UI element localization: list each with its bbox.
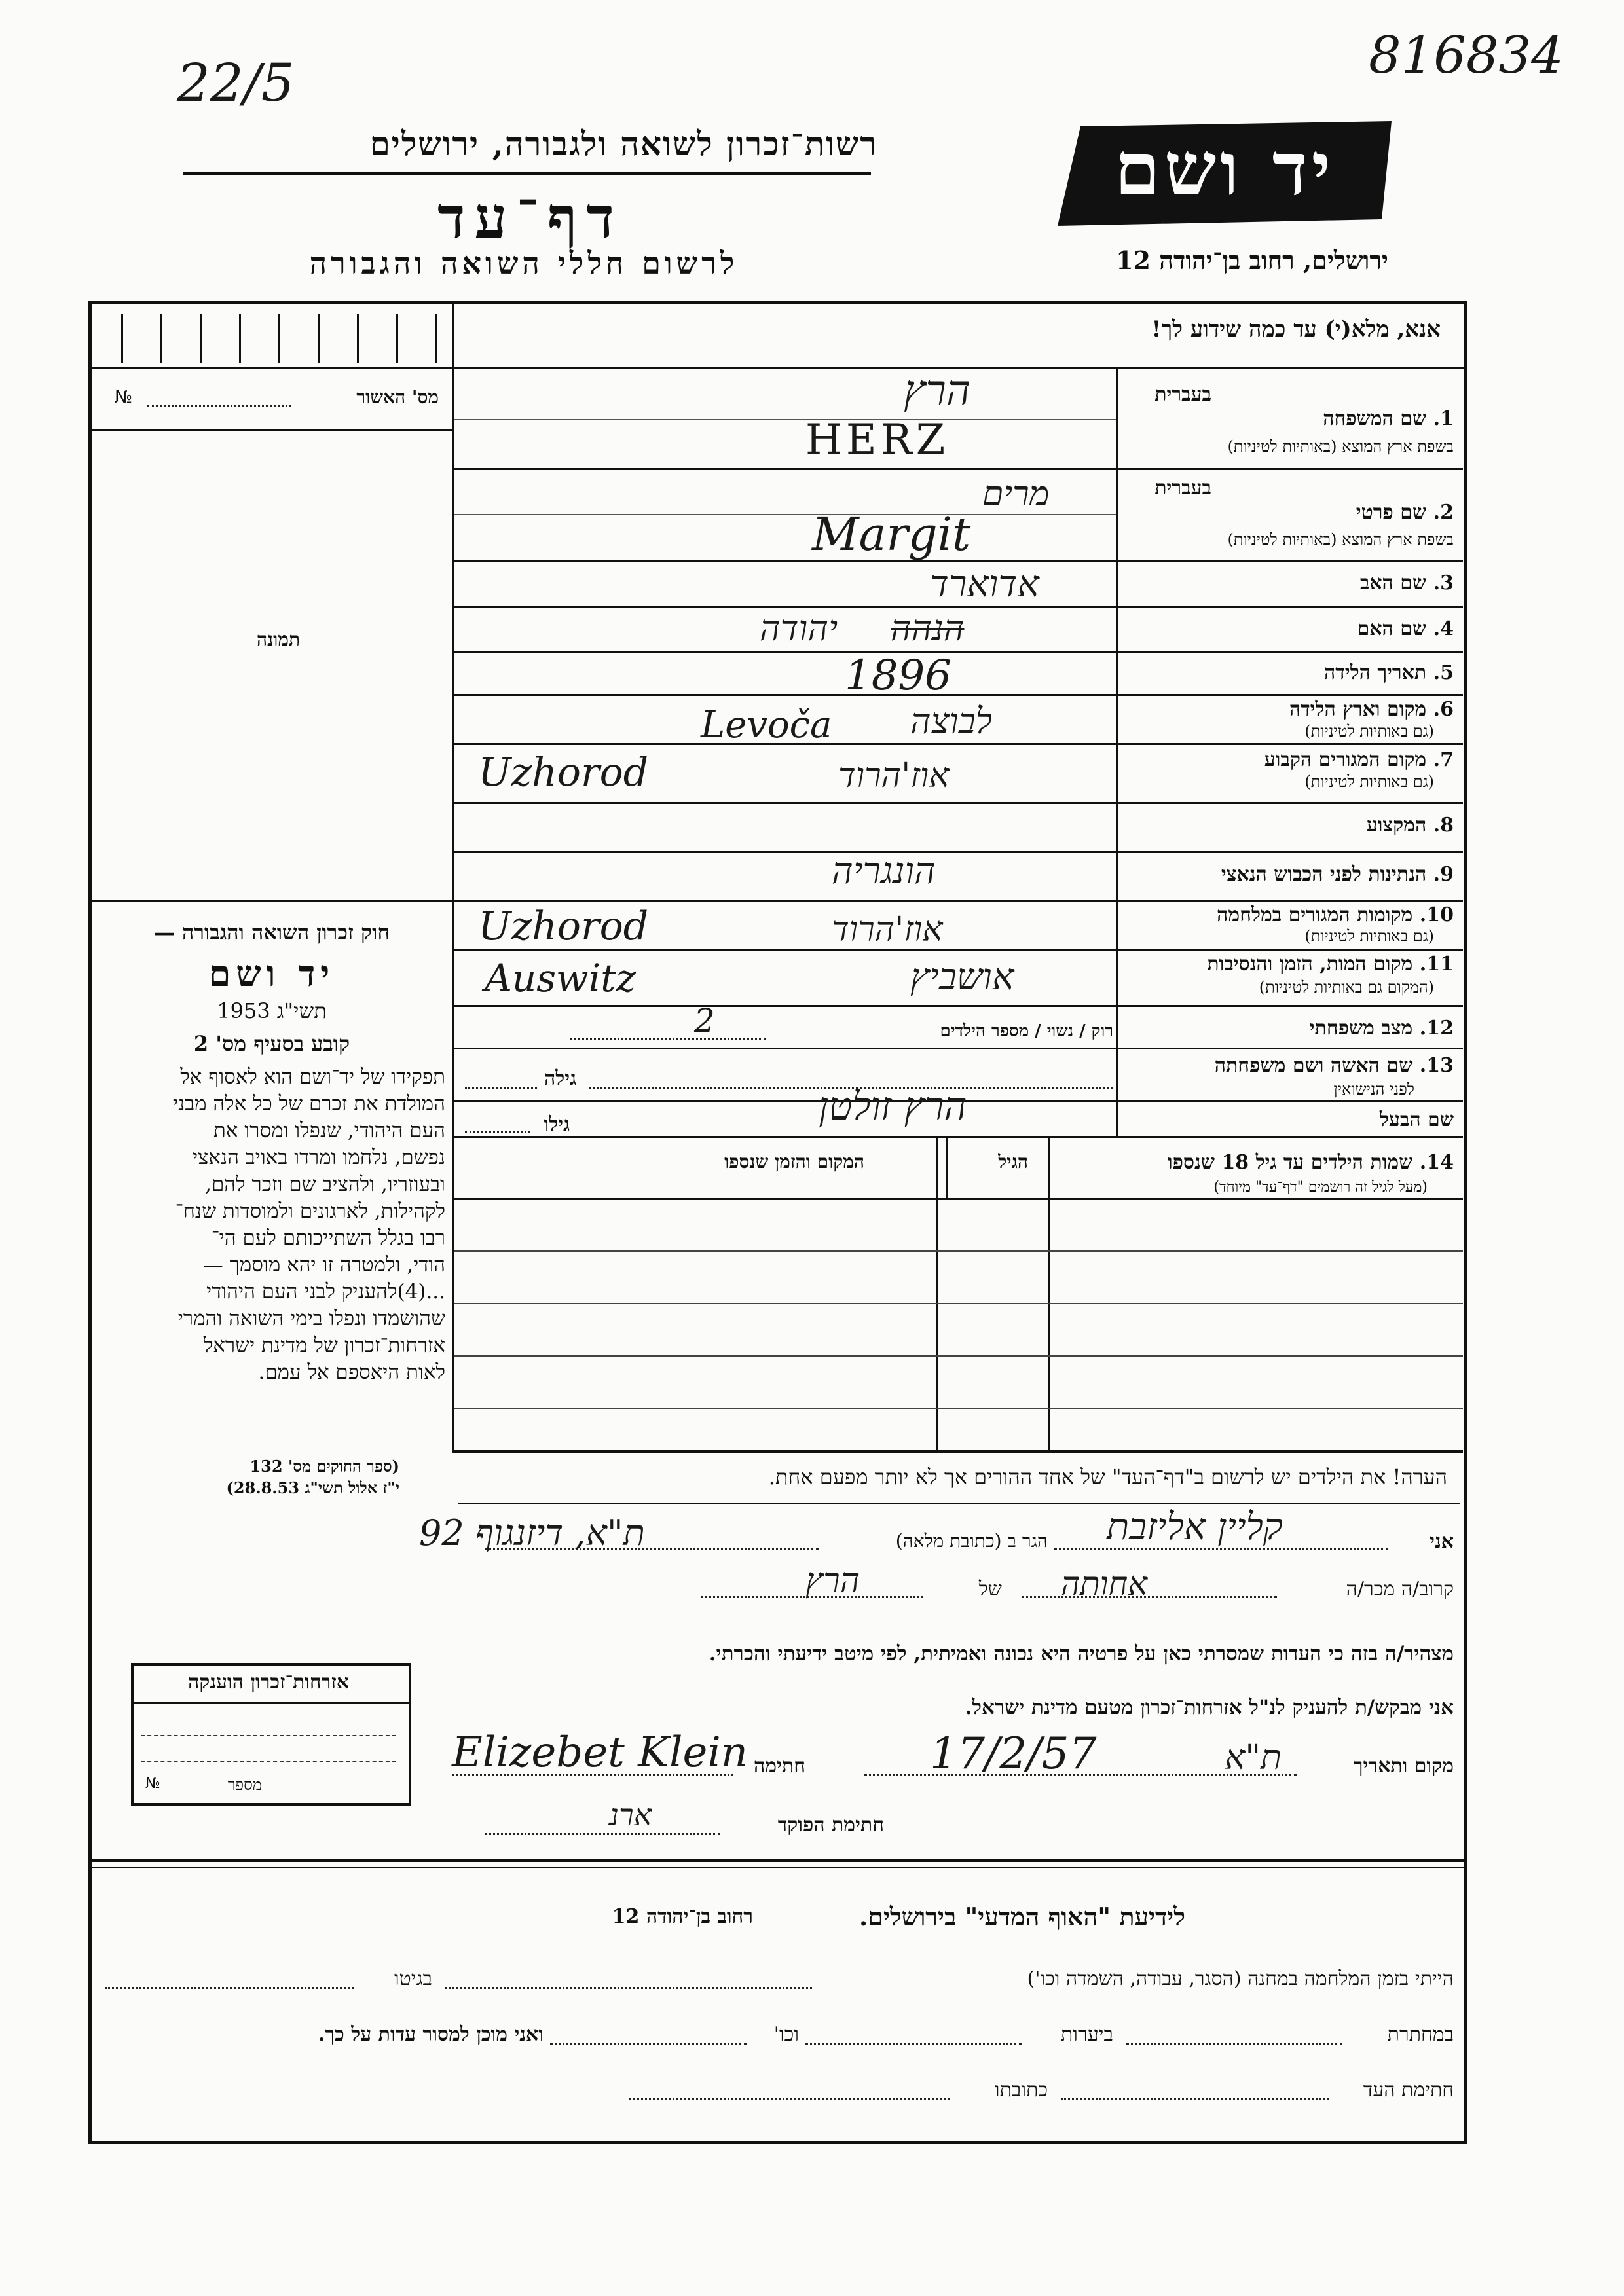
field-11-num: 11. xyxy=(1419,953,1454,975)
witness-address-bottom-field[interactable] xyxy=(629,2098,950,2100)
bottom-ready: ואני מוכן למסור עדות על כך. xyxy=(318,2023,544,2046)
wife-age-label: גילה xyxy=(544,1067,576,1090)
children-age-col: הגיל xyxy=(998,1151,1028,1173)
bottom-separator xyxy=(92,1859,1464,1862)
relation-value[interactable]: אחותה xyxy=(1061,1565,1148,1603)
law-clause: קובע בסעיף מס' 2 xyxy=(193,1031,350,1056)
field-2-value-lat[interactable]: Margit xyxy=(812,507,971,561)
husband-row-line xyxy=(454,1136,1463,1138)
law-line: תפקידו של יד־ושם הוא לאסוף אל xyxy=(180,1065,445,1089)
bottom-etc: וכו' xyxy=(773,2023,799,2046)
citizenship-title-line xyxy=(131,1702,409,1704)
witness-residing-label: הגר ב (כתובת מלאה) xyxy=(895,1530,1048,1552)
children-head-line xyxy=(454,1198,1463,1200)
law-line: העם היהודי, שנפלו ומסרו את xyxy=(213,1119,445,1142)
wife-age-field[interactable] xyxy=(465,1087,537,1089)
witness-i-label: אני xyxy=(1430,1530,1454,1553)
field-1-sub: בשפת ארץ המוצא (באותיות לטיניות) xyxy=(1227,437,1454,456)
citizenship-number-label: מספר xyxy=(227,1776,262,1794)
marital-options: רוק / נשוי / מספר הילדים xyxy=(940,1021,1113,1041)
husband-label: שם הבעל xyxy=(1379,1108,1454,1131)
law-line: לקהילות, לארגונים ולמוסדות שנח־ xyxy=(175,1199,445,1223)
field-4-num: 4. xyxy=(1433,617,1454,640)
field-1-label xyxy=(1179,407,1454,430)
children-heading xyxy=(1061,1151,1454,1174)
field-11-label-text: מקום המות, הזמן והנסיבות xyxy=(1207,953,1413,975)
approval-row-line xyxy=(92,429,452,431)
signature-label: חתימה xyxy=(754,1755,805,1777)
field-1-label-text: שם המשפחה xyxy=(1323,407,1427,430)
law-ref-1: (ספר החוקים מס' 132 xyxy=(249,1457,399,1476)
of-label: של xyxy=(978,1578,1002,1601)
law-line: ...(4)להעניק לבני העם היהודי xyxy=(206,1280,445,1303)
field-11-value-lat[interactable]: Auswitz xyxy=(485,956,637,1000)
form-instruction: אנא, מלא(י) עד כמה שידוע לך! xyxy=(1151,316,1441,342)
field-2-sub: בשפת ארץ המוצא (באותיות לטיניות) xyxy=(1227,530,1454,549)
field-7-label xyxy=(1126,748,1454,771)
relation-field[interactable] xyxy=(1022,1596,1277,1598)
ghetto-field[interactable] xyxy=(105,1987,354,1989)
authority-underline xyxy=(183,172,871,175)
field-10-num: 10. xyxy=(1419,903,1454,926)
field-13-num: 13. xyxy=(1419,1054,1454,1077)
field-11-sub: (המקום גם באותיות לטיניות) xyxy=(1259,978,1434,996)
field-4-value-struck: הנהה xyxy=(891,608,965,649)
officer-label: חתימת הפוקד xyxy=(777,1813,884,1836)
field-6-label-text: מקום וארץ הלידה xyxy=(1289,698,1427,721)
field-10-label-text: מקומות המגורים במלחמה xyxy=(1217,903,1413,926)
field-10-value-lat[interactable]: Uzhorod xyxy=(478,903,649,949)
bottom-address-label: כתובתו xyxy=(994,2079,1048,2102)
authority-title: רשות־זכרון לשואה ולגבורה, ירושלים xyxy=(369,124,877,163)
children-col-1 xyxy=(1048,1138,1050,1452)
field-6-value-heb[interactable]: לבוצה xyxy=(910,701,993,742)
husband-value[interactable]: הרץ זולטן xyxy=(819,1084,967,1129)
field-11-label xyxy=(1126,953,1454,975)
law-year: תשי"ג 1953 xyxy=(217,998,327,1023)
officer-field[interactable] xyxy=(485,1833,720,1835)
field-10-value-heb[interactable]: אוז'הרוד xyxy=(832,910,943,949)
field-13-sub: לפני הנישואין xyxy=(1333,1080,1414,1099)
bottom-forests: ביערות xyxy=(1060,2023,1113,2046)
field-7-label-text: מקום המגורים הקבוע xyxy=(1264,748,1427,771)
law-ref-2: י"ז אלול תשי"ג 28.8.53) xyxy=(226,1478,399,1497)
photo-box-bottom xyxy=(92,900,452,902)
field-12-label-text: מצב משפחתי xyxy=(1309,1017,1413,1040)
law-line: אזרחות־זכרון של מדינת ישראל xyxy=(203,1334,445,1357)
camp-field[interactable] xyxy=(445,1987,812,1989)
forests-field[interactable] xyxy=(805,2043,1022,2045)
field-5-value[interactable]: 1896 xyxy=(845,651,951,700)
field-1-num: 1. xyxy=(1433,407,1454,430)
field-6-value-lat[interactable]: Levoča xyxy=(701,704,832,746)
field-3-num: 3. xyxy=(1433,572,1454,594)
yad-vashem-logo xyxy=(1054,121,1395,226)
field-4-label-text: שם האם xyxy=(1357,617,1427,640)
field-1-value-heb[interactable]: הרץ xyxy=(904,367,971,415)
field-7-value-lat[interactable]: Uzhorod xyxy=(478,750,649,795)
field-1-heb-tag: בעברית xyxy=(1154,383,1211,406)
header-address: ירושלים, רחוב בן־יהודה 12 xyxy=(1116,246,1388,275)
instruction-row-line xyxy=(88,367,1464,369)
field-2-value-heb[interactable]: מרים xyxy=(982,475,1050,514)
place-date-label: מקום ותאריך xyxy=(1353,1755,1454,1777)
bottom-camp-line: הייתי בזמן המלחמה במחנה (הסגר, עבודה, השמדה וכו') xyxy=(1027,1967,1454,1990)
field-3-label xyxy=(1126,572,1454,594)
law-line: המולדת את זכרם של כל אלה מבני xyxy=(172,1092,445,1116)
children-bottom-line xyxy=(454,1450,1463,1453)
field-1-subline xyxy=(454,419,1116,420)
field-8-num: 8. xyxy=(1433,814,1454,837)
children-count-value[interactable]: 2 xyxy=(694,1002,715,1040)
law-line: ובעוזריו, ולהציב שם וזכר להם, xyxy=(205,1173,445,1196)
field-2-label xyxy=(1179,501,1454,524)
officer-signature[interactable]: ארנ xyxy=(609,1797,652,1832)
field-9-value[interactable]: הונגריה xyxy=(832,850,936,892)
field-7-sub: (גם באותיות לטיניות) xyxy=(1304,773,1434,791)
witness-name-field[interactable] xyxy=(1054,1548,1388,1550)
underground-field[interactable] xyxy=(1126,2043,1342,2045)
field-12-num: 12. xyxy=(1419,1017,1454,1040)
citizenship-line-2 xyxy=(141,1761,396,1762)
field-7-num: 7. xyxy=(1433,748,1454,771)
date-value[interactable]: 17/2/57 xyxy=(930,1728,1097,1779)
field-2-num: 2. xyxy=(1433,501,1454,524)
children-sub: (מעל לגיל זה רושמים "דף־עד" מיוחד) xyxy=(1213,1179,1428,1195)
request-text: אני מבקש/ת להעניק לנ"ל אזרחות־זכרון מטעם מדינת ישראל. xyxy=(965,1696,1454,1719)
husband-age-field[interactable] xyxy=(465,1131,530,1133)
field-3-value[interactable]: אדוארד xyxy=(930,563,1039,606)
etc-field[interactable] xyxy=(550,2043,747,2045)
field-6-num: 6. xyxy=(1433,698,1454,721)
field-12-label xyxy=(1126,1017,1454,1040)
witness-address[interactable]: ת"א, דיזנגוף 92 xyxy=(419,1512,645,1554)
children-heading-text: שמות הילדים עד גיל 18 שנספו xyxy=(1167,1151,1413,1174)
left-column-divider xyxy=(452,301,454,1453)
children-num: 14. xyxy=(1419,1151,1454,1174)
signature-value[interactable]: Elizebet Klein xyxy=(452,1728,748,1777)
field-13-label xyxy=(1126,1054,1454,1077)
approval-number-label: מס' האשור xyxy=(356,386,439,408)
bottom-witness-sig: חתימת העד xyxy=(1363,2079,1454,2102)
field-4-value[interactable]: יהודה xyxy=(760,608,838,649)
law-title: חוק זכרון השואה והגבורה — xyxy=(153,920,390,945)
place-value[interactable]: ת"א xyxy=(1225,1738,1282,1777)
field-6-label xyxy=(1126,698,1454,721)
field-5-label xyxy=(1126,661,1454,684)
photo-label: תמונה xyxy=(256,629,301,650)
label-column-divider xyxy=(1116,367,1118,1136)
field-2-subline xyxy=(454,514,1116,515)
form-title: דף־עד xyxy=(437,183,623,251)
note-text: הערה! את הילדים יש לרשום ב"דף־העד" של אחד ההורים אך לא יותר מפעם אחת. xyxy=(768,1465,1447,1489)
field-5-num: 5. xyxy=(1433,661,1454,684)
field-2-heb-tag: בעברית xyxy=(1154,477,1211,500)
field-8-label-text: המקצוע xyxy=(1366,814,1427,837)
citizenship-title: אזרחות־זכרון הוענקה xyxy=(187,1671,350,1694)
field-7-value-heb[interactable]: אוז'הרוד xyxy=(838,756,950,795)
field-9-num: 9. xyxy=(1433,863,1454,886)
relative-label: קרוב/ה מכר/ה xyxy=(1346,1578,1454,1601)
children-col-2b xyxy=(946,1138,948,1200)
approval-number-field[interactable] xyxy=(147,405,291,407)
children-place-col: המקום והזמן שנספו xyxy=(724,1151,864,1173)
children-col-2 xyxy=(936,1138,938,1452)
form-subtitle: לרשום חללי השואה והגבורה xyxy=(309,246,739,281)
field-9-label xyxy=(1126,863,1454,886)
law-logo: יד ושם xyxy=(208,953,335,994)
field-1-value-lat[interactable]: HERZ xyxy=(805,416,950,464)
witness-sig-field[interactable] xyxy=(1061,2098,1329,2100)
witness-name[interactable]: קליין אליזבת xyxy=(1107,1506,1283,1548)
bottom-separator-2 xyxy=(92,1867,1464,1868)
declaration-text: מצהיר/ה בזה כי העדות שמסרתי כאן על פרטיה היא נכונה ואמיתית, לפי מיטב ידיעתי והכרתי. xyxy=(709,1642,1454,1666)
bottom-notice: לידיעת "האוף המדעי" בירושלים. xyxy=(859,1902,1185,1931)
corner-note-left: 22/5 xyxy=(177,52,295,113)
citizenship-line-1 xyxy=(141,1735,396,1736)
law-text xyxy=(98,1064,445,1386)
field-5-label-text: תאריך הלידה xyxy=(1324,661,1427,684)
citizenship-number-sign: № xyxy=(145,1776,160,1792)
of-value[interactable]: הרץ xyxy=(805,1561,860,1601)
children-count-field[interactable] xyxy=(570,1038,766,1040)
field-4-label xyxy=(1126,617,1454,640)
law-line: הודי, ולמטרה זו יהא מוסמך — xyxy=(202,1253,445,1277)
husband-age-label: גילו xyxy=(544,1113,570,1136)
field-13-label-text: שם האשה ושם משפחתה xyxy=(1214,1054,1413,1077)
law-line: שהושמדו ונפלו בימי השואה והמרי xyxy=(177,1307,445,1330)
field-2-label-text: שם פרטי xyxy=(1356,501,1427,524)
bottom-address: רחוב בן־יהודה 12 xyxy=(612,1905,753,1928)
field-3-label-text: שם האב xyxy=(1359,572,1427,594)
corner-number-right: 816834 xyxy=(1369,26,1564,85)
field-10-sub: (גם באותיות לטיניות) xyxy=(1304,927,1434,945)
field-11-value-heb[interactable]: אושביץ xyxy=(910,956,1014,998)
bottom-underground: במחתרת xyxy=(1387,2023,1454,2046)
field-9-label-text: הנתינות לפני הכבוש הנאצי xyxy=(1221,863,1427,886)
law-line: נפשם, נלחמו ומרדו באויב הנאצי xyxy=(193,1146,445,1169)
logo-text: יד ושם xyxy=(1114,126,1335,212)
field-6-sub: (גם באותיות לטיניות) xyxy=(1304,722,1434,740)
bottom-ghetto: בגיטו xyxy=(394,1967,432,1990)
field-8-label xyxy=(1126,814,1454,837)
law-line: רבו בגלל השתייכותם לעם הי־ xyxy=(211,1226,445,1250)
field-10-label xyxy=(1126,903,1454,926)
approval-number-sign: № xyxy=(115,388,133,407)
law-line: לאות היאספם אל עמם. xyxy=(258,1360,445,1384)
